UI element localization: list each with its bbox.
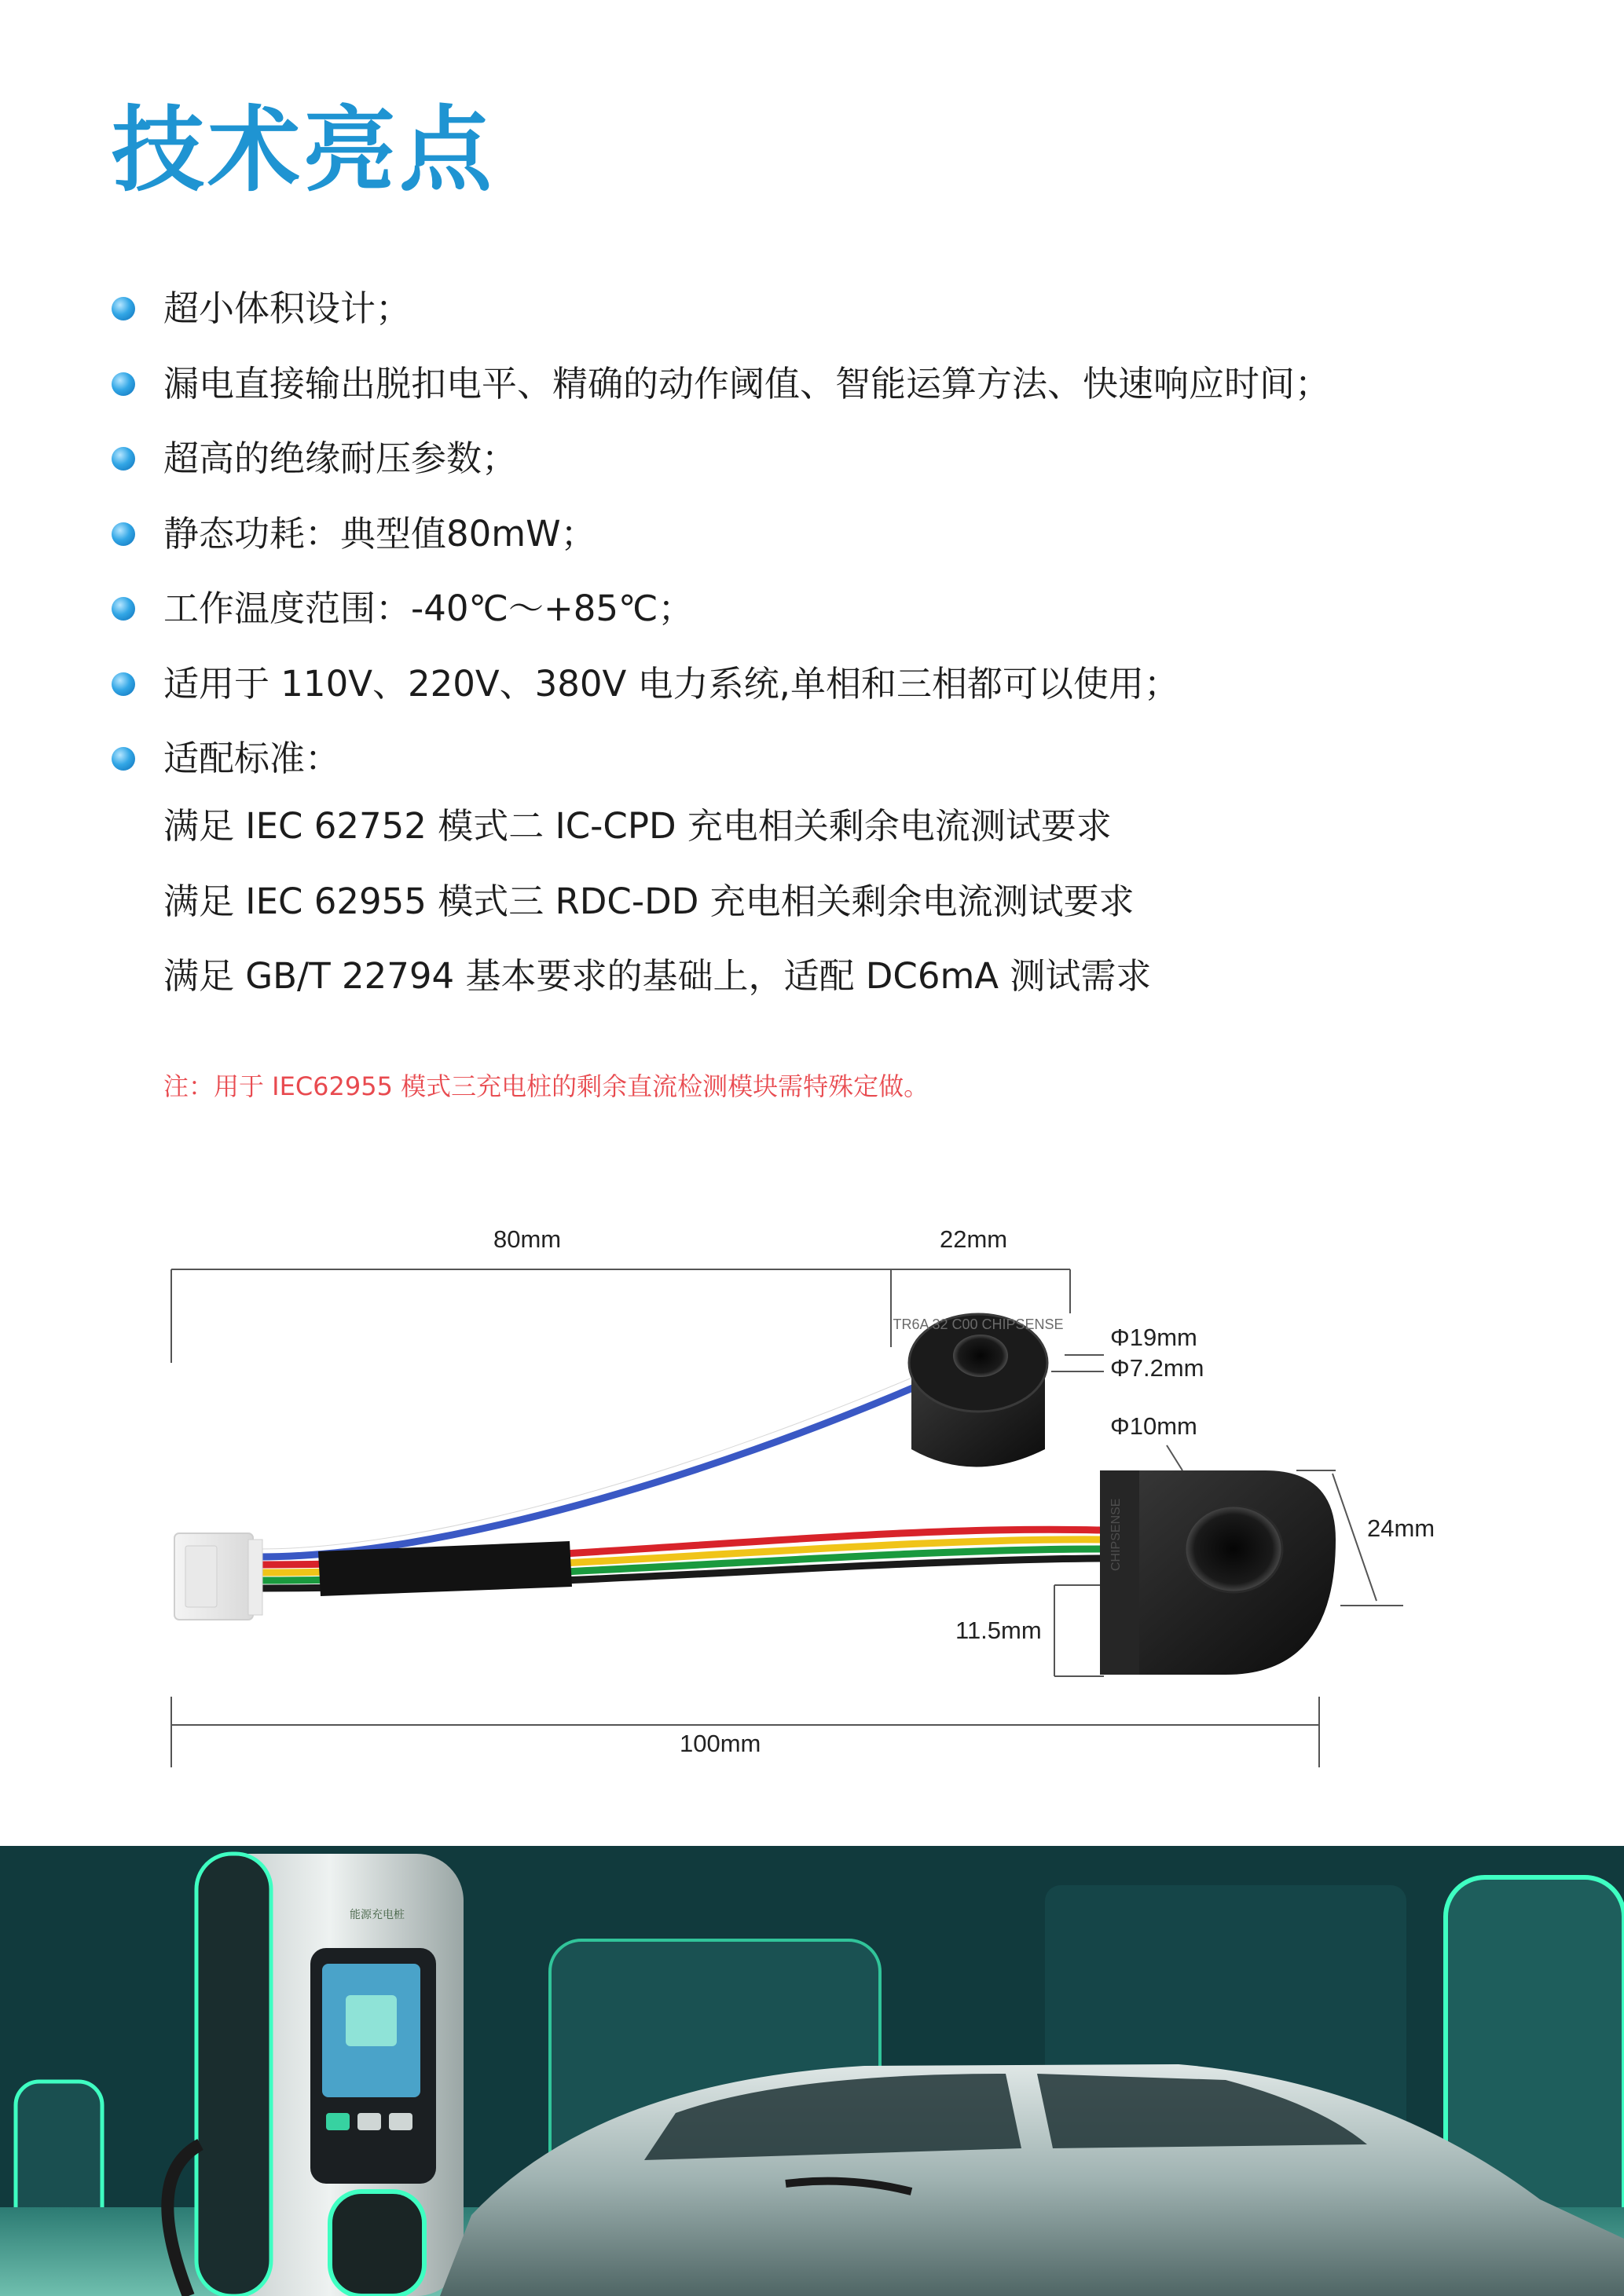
charging-station-illustration — [0, 1846, 1624, 2296]
dimension-label: Φ10mm — [1110, 1412, 1197, 1440]
dimension-label: 100mm — [680, 1730, 761, 1757]
dimension-label: 11.5mm — [955, 1617, 1042, 1644]
sensor-drawing — [0, 1194, 1624, 1791]
feature-item: 超小体积设计； — [112, 284, 1330, 360]
standard-item: 满足 IEC 62752 模式二 IC-CPD 充电相关剩余电流测试要求 — [163, 805, 1112, 847]
station-brand-text: 能源充电桩 — [350, 1908, 405, 1921]
dimension-label: 80mm — [493, 1225, 562, 1253]
standards-list — [163, 802, 1151, 1027]
feature-item: 静态功耗：典型值80mW； — [112, 510, 1330, 585]
small-sensor-marking: TR6A 32 C00 CHIPSENSE — [893, 1316, 1064, 1332]
standard-item: 满足 GB/T 22794 基本要求的基础上，适配 DC6mA 测试需求 — [163, 955, 1152, 997]
small-current-sensor — [893, 1314, 1063, 1467]
dimension-label: Φ19mm — [1110, 1324, 1197, 1351]
dimension-label: 22mm — [940, 1225, 1008, 1253]
feature-list — [112, 284, 1330, 810]
feature-item: 工作温度范围：-40℃～+85℃； — [112, 584, 1330, 660]
bullet-icon — [112, 372, 135, 396]
bullet-icon — [112, 447, 135, 471]
dimension-label: Φ7.2mm — [1110, 1354, 1204, 1382]
bullet-icon — [112, 672, 135, 696]
ev-charging-banner-image — [0, 1846, 1624, 2296]
page-title: 技术亮点 — [112, 96, 496, 204]
feature-item: 适用于 110V、220V、380V 电力系统,单相和三相都可以使用； — [112, 660, 1330, 735]
large-current-sensor — [1100, 1470, 1336, 1675]
feature-item: 超高的绝缘耐压参数； — [112, 434, 1330, 510]
dimension-label: 24mm — [1367, 1514, 1435, 1542]
bullet-icon — [112, 297, 135, 320]
standard-item: 满足 IEC 62955 模式三 RDC-DD 充电相关剩余电流测试要求 — [163, 880, 1135, 922]
note-text: 注：用于 IEC62955 模式三充电桩的剩余直流检测模块需特殊定做。 — [163, 1071, 929, 1101]
feature-item: 适配标准： — [112, 734, 1330, 810]
bullet-icon — [112, 597, 135, 621]
bullet-icon — [112, 522, 135, 546]
large-sensor-marking: CHIPSENSE — [1109, 1498, 1123, 1571]
product-dimension-diagram — [0, 1194, 1624, 1791]
bullet-icon — [112, 747, 135, 771]
wire-connector — [174, 1533, 262, 1620]
feature-item: 漏电直接输出脱扣电平、精确的动作阈值、智能运算方法、快速响应时间； — [112, 360, 1330, 435]
